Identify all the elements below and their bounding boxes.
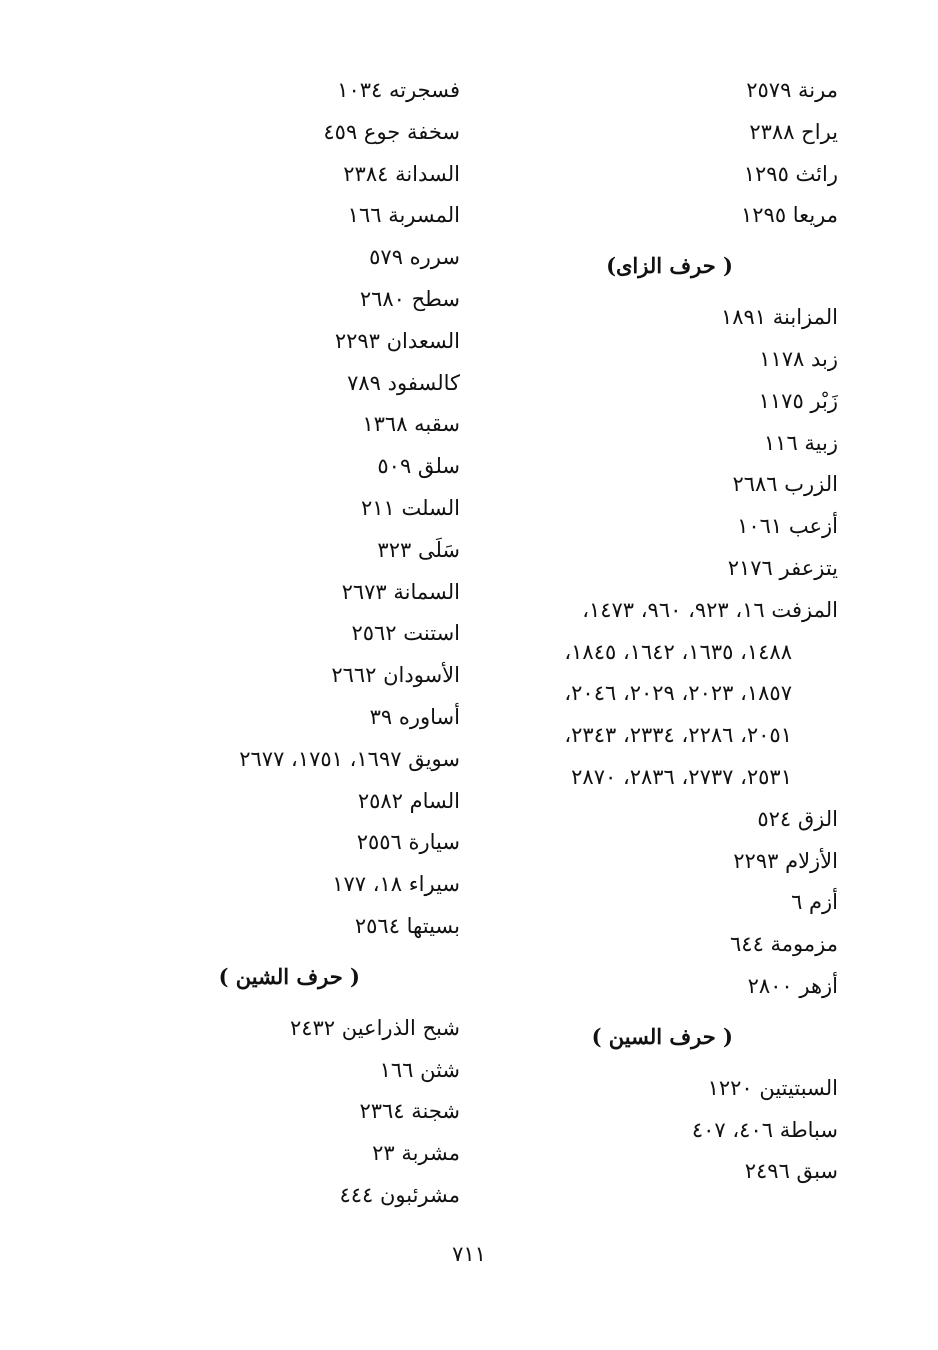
entry: بسيتها ٢٥٦٤: [354, 913, 460, 938]
entry: سويق ١٦٩٧، ١٧٥١، ٢٦٧٧: [239, 746, 460, 771]
entry: السلت ٢١١: [360, 495, 460, 520]
entry: رائث ١٢٩٥: [743, 161, 838, 186]
entry: أزعب ١٠٦١: [737, 514, 838, 539]
entry: يراح ٢٣٨٨: [749, 119, 838, 144]
entry: أزم ٦: [791, 890, 838, 915]
entry: مزمومة ٦٤٤: [730, 932, 838, 957]
section-heading-zay: ( حرف الزاى): [606, 253, 733, 279]
entry: شبح الذراعين ٢٤٣٢: [289, 1015, 460, 1040]
entry: أزهر ٢٨٠٠: [747, 973, 838, 998]
entry: المسربة ١٦٦: [347, 203, 460, 228]
entry: السدانة ٢٣٨٤: [343, 161, 460, 186]
entry: الزرب ٢٦٨٦: [732, 472, 838, 497]
entry: سلق ٥٠٩: [377, 454, 460, 479]
section-heading-seen: ( حرف السين ): [591, 1023, 733, 1049]
entry: أساوره ٣٩: [369, 704, 460, 729]
entry: مريعا ١٢٩٥: [740, 203, 838, 228]
entry-continuation: ١٨٥٧، ٢٠٢٣، ٢٠٢٩، ٢٠٤٦،: [564, 681, 792, 706]
entry-continuation: ٢٠٥١، ٢٢٨٦، ٢٣٣٤، ٢٣٤٣،: [564, 723, 792, 748]
entry: الأزلام ٢٢٩٣: [733, 848, 838, 873]
entry: سرره ٥٧٩: [369, 245, 460, 270]
page-number: ٧١١: [452, 1242, 486, 1266]
left-column: [160, 70, 460, 1217]
entry: المزابنة ١٨٩١: [720, 305, 838, 330]
entry: استنت ٢٥٦٢: [351, 621, 460, 646]
entry: مشربة ٢٣: [372, 1141, 460, 1166]
entry: السعدان ٢٢٩٣: [334, 328, 460, 353]
entry: سيارة ٢٥٥٦: [356, 830, 460, 855]
entry: يتزعفر ٢١٧٦: [727, 555, 838, 580]
entry-continuation: ١٤٨٨، ١٦٣٥، ١٦٤٢، ١٨٤٥،: [564, 639, 792, 664]
right-column: [478, 70, 838, 1193]
entry: سطح ٢٦٨٠: [359, 286, 460, 311]
entry: شجنة ٢٣٦٤: [359, 1099, 460, 1124]
entry: سقبه ١٣٦٨: [362, 412, 460, 437]
entry: سَلَى ٣٢٣: [377, 537, 460, 562]
entry: السام ٢٥٨٢: [357, 788, 460, 813]
entry: سبق ٢٤٩٦: [744, 1159, 838, 1184]
entry: السمانة ٢٦٧٣: [341, 579, 460, 604]
entry: الزق ٥٢٤: [757, 806, 838, 831]
entry: سخفة جوع ٤٥٩: [323, 119, 460, 144]
entry: شثن ١٦٦: [379, 1057, 460, 1082]
entry: زبية ١١٦: [763, 430, 838, 455]
entry-continuation: ٢٥٣١، ٢٧٣٧، ٢٨٣٦، ٢٨٧٠: [571, 764, 792, 789]
entry: فسجرته ١٠٣٤: [337, 78, 460, 102]
entry: زَبْر ١١٧٥: [758, 388, 838, 413]
entry: الأسودان ٢٦٦٢: [331, 663, 460, 688]
entry: مرنة ٢٥٧٩: [746, 78, 838, 102]
entry: سيراء ١٨، ١٧٧: [332, 872, 460, 897]
entry: زبد ١١٧٨: [759, 346, 838, 371]
entry: السبتيتين ١٢٢٠: [707, 1075, 838, 1100]
entry: سباطة ٤٠٦، ٤٠٧: [691, 1117, 838, 1142]
entry: مشرئبون ٤٤٤: [339, 1182, 460, 1207]
entry: كالسفود ٧٨٩: [347, 370, 460, 395]
entry: المزفت ١٦، ٩٢٣، ٩٦٠، ١٤٧٣،: [582, 597, 838, 622]
section-heading-sheen: ( حرف الشين ): [218, 963, 360, 989]
